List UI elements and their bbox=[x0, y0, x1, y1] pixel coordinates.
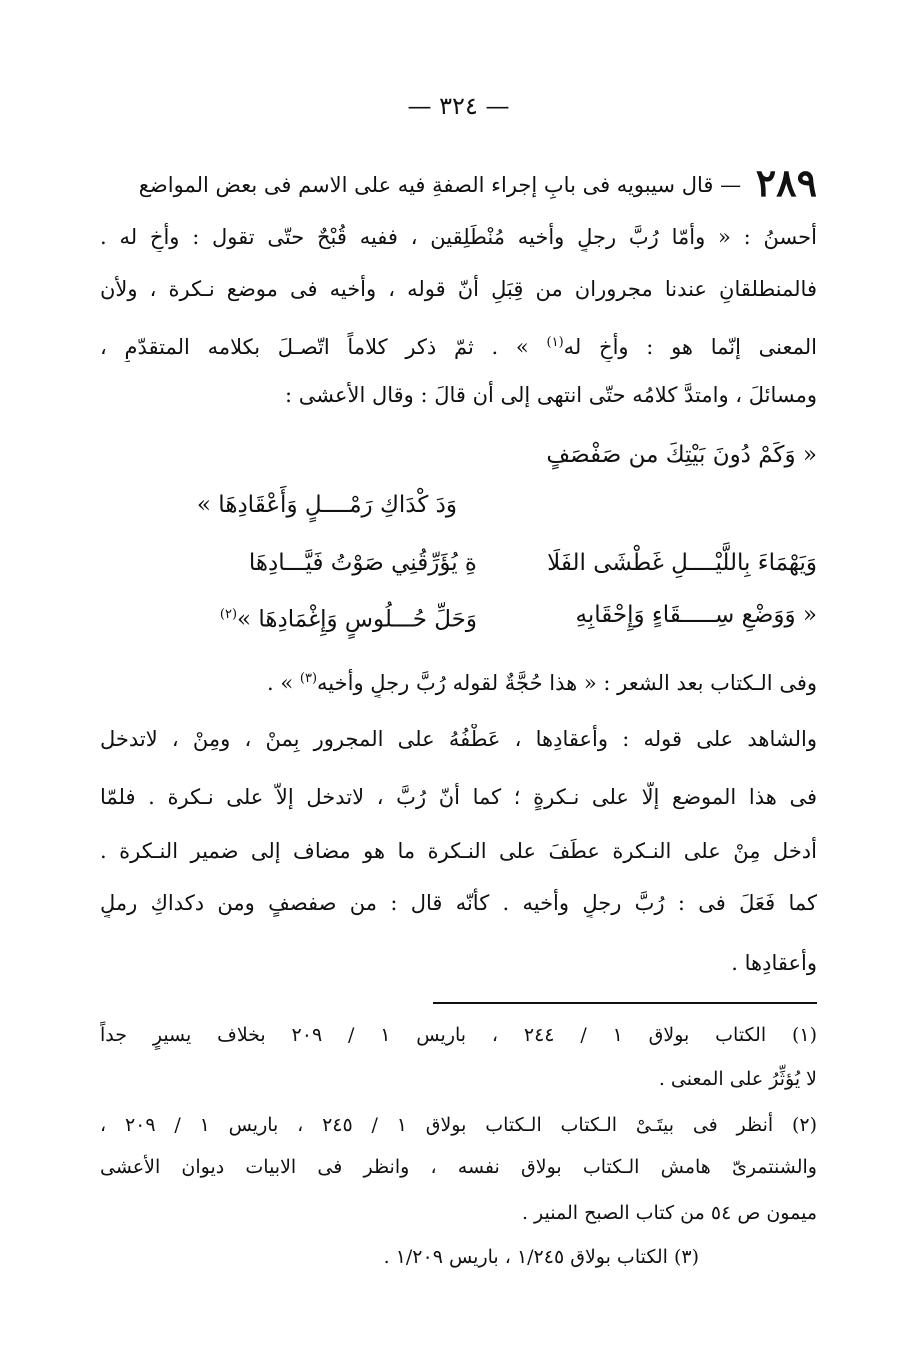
after-poem-text: وفى الـكتاب بعد الشعر : « هذا حُجَّةٌ لقوله رُبَّ رجلٍ وأخيه bbox=[317, 671, 817, 695]
verse-3-second-hemistich bbox=[220, 600, 477, 635]
verse-3-first-hemistich: « وَوَضْعِ سِـــــقَاءٍ وَإِحْقَابِهِ bbox=[575, 602, 817, 628]
explanation-line-1: والشاهد على قوله : وأعقادِها ، عَطْفُهُ على المجرور بِمنْ ، ومِنْ ، لاتدخل bbox=[100, 727, 817, 751]
explanation-line-4: كما فَعَلَ فى : رُبَّ رجلٍ وأخيه . كأنّه قال : من صفصفٍ ومن دكداكِ رملٍ bbox=[100, 891, 817, 915]
footnote-ref-3: (٣) bbox=[299, 671, 318, 686]
entry-number: ٢٨٩ bbox=[755, 168, 817, 200]
footnote-ref-1: (١) bbox=[546, 335, 564, 350]
page-number: — ٣٢٤ — bbox=[407, 92, 510, 120]
footnote-2-line-3: ميمون ص ٥٤ من كتاب الصبح المنير . bbox=[521, 1202, 817, 1224]
footnote-3-line-1: (٣) الكتاب بولاق ١/٢٤٥ ، باريس ١/٢٠٩ . bbox=[383, 1246, 699, 1268]
body-line-1 bbox=[100, 168, 817, 200]
explanation-line-3: أدخل مِنْ على النـكرة عطَفَ على النـكرة ما هو مضاف إلى ضمير النـكرة . bbox=[100, 839, 817, 863]
body-text-4-rest: » . ثمّ ذكر كلاماً اتّصـلَ بكلامه المتقدّمِ ، bbox=[100, 335, 529, 359]
after-poem-end: » . bbox=[267, 671, 294, 695]
verse-1-first-hemistich: « وَكَمْ دُونَ بَيْتِكَ من صَفْصَفٍ bbox=[546, 442, 817, 468]
footnote-1-line-2: لا يُؤثِّرُ على المعنى . bbox=[658, 1068, 817, 1090]
verse-2-second-hemistich: ةِ يُؤَرِّقُنِي صَوْتُ فَيَّـــادِهَا bbox=[248, 550, 477, 576]
after-poem-line bbox=[100, 664, 817, 698]
body-text-4: المعنى إنّما هو : وأخٍ له bbox=[563, 335, 817, 359]
body-line-5: ومسائلَ ، وامتدَّ كلامُه حتّى انتهى إلى أن قالَ : وقال الأعشى : bbox=[284, 383, 817, 407]
footnote-1-line-1: (١) الكتاب بولاق ١ / ٢٤٤ ، باريس ١ / ٢٠٩ بخلاف يسيرٍ جداً bbox=[100, 1024, 817, 1046]
footnote-2-line-1: (٢) أنظر فى بيتَـىْ الـكتاب الـكتاب بولاق ١ / ٢٤٥ ، باريس ١ / ٢٠٩ ، bbox=[100, 1114, 817, 1136]
body-line-2: أحسنُ : « وأمّا رُبَّ رجلٍ وأخيه مُنْطَلِقين ، ففيه قُبْحٌ حتّى تقول : وأخٍ له . bbox=[100, 225, 817, 249]
footnote-ref-2: (٢) bbox=[219, 607, 238, 622]
verse-1-second-hemistich: وَدَ كْدَاكِ رَمْــــلٍ وَأَعْقَادِهَا » bbox=[196, 492, 457, 518]
explanation-line-2: فى هذا الموضع إلّا على نـكرةٍ ؛ كما أنّ رُبَّ ، لاتدخل إلاّ على نـكرة . فلمّا bbox=[100, 785, 817, 809]
footnote-2-line-2: والشنتمرىّ هامش الـكتاب بولاق نفسه ، وانظر فى الابيات ديوان الأعشى bbox=[100, 1156, 817, 1178]
verse-3-second-text: وَحَلِّ حُـــلُوسٍ وَإِغْمَادِهَا » bbox=[237, 606, 477, 633]
explanation-line-5: وأعقادِها . bbox=[731, 951, 817, 975]
body-line-3: فالمنطلقانِ عندنا مجروران من قِبَلِ أنّ قوله ، وأخيه فى موضع نـكرة ، ولأن bbox=[100, 277, 817, 301]
body-line-4 bbox=[100, 328, 817, 362]
footnote-divider bbox=[433, 1002, 817, 1004]
body-text-1: — قال سيبويه فى بابِ إجراء الصفةِ فيه على الاسم فى بعض المواضع bbox=[138, 173, 742, 197]
verse-2-first-hemistich: وَيَهْمَاءَ بِاللَّيْــــلِ غَطْشَى الفَلَا bbox=[547, 550, 817, 576]
